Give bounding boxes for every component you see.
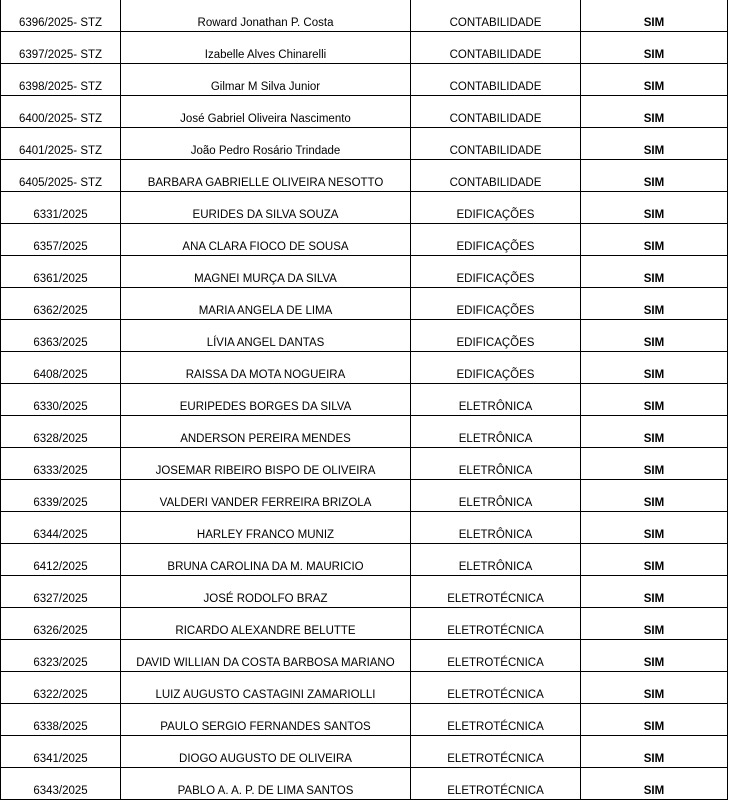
protocol-number-cell[interactable]: 6326/2025 <box>1 608 121 640</box>
status-cell[interactable]: SIM <box>581 320 728 352</box>
course-cell[interactable]: ELETROTÉCNICA <box>411 576 581 608</box>
table-row <box>1 544 728 576</box>
status-cell[interactable]: SIM <box>581 352 728 384</box>
protocol-number-cell[interactable]: 6327/2025 <box>1 576 121 608</box>
student-name-cell[interactable]: EURIDES DA SILVA SOUZA <box>121 192 411 224</box>
status-cell[interactable]: SIM <box>581 608 728 640</box>
table-row <box>1 288 728 320</box>
table-row <box>1 160 728 192</box>
protocol-number-cell[interactable]: 6408/2025 <box>1 352 121 384</box>
table-row <box>1 576 728 608</box>
status-cell[interactable]: SIM <box>581 32 728 64</box>
table-row <box>1 672 728 704</box>
student-name-cell[interactable]: HARLEY FRANCO MUNIZ <box>121 512 411 544</box>
course-cell[interactable]: ELETROTÉCNICA <box>411 640 581 672</box>
student-name-cell[interactable]: ANA CLARA FIOCO DE SOUSA <box>121 224 411 256</box>
student-name-cell[interactable]: PABLO A. A. P. DE LIMA SANTOS <box>121 768 411 800</box>
table-row <box>1 224 728 256</box>
course-cell[interactable]: EDIFICAÇÕES <box>411 288 581 320</box>
table-row <box>1 96 728 128</box>
status-cell[interactable]: SIM <box>581 448 728 480</box>
course-cell[interactable]: CONTABILIDADE <box>411 32 581 64</box>
protocol-number-cell[interactable]: 6331/2025 <box>1 192 121 224</box>
status-cell[interactable]: SIM <box>581 672 728 704</box>
status-cell[interactable]: SIM <box>581 576 728 608</box>
table-row <box>1 384 728 416</box>
course-cell[interactable]: ELETRÔNICA <box>411 448 581 480</box>
protocol-number-cell[interactable]: 6401/2025- STZ <box>1 128 121 160</box>
student-name-cell[interactable]: JOSÉ RODOLFO BRAZ <box>121 576 411 608</box>
course-cell[interactable]: CONTABILIDADE <box>411 96 581 128</box>
table-row <box>1 32 728 64</box>
student-name-cell[interactable]: José Gabriel Oliveira Nascimento <box>121 96 411 128</box>
table-row <box>1 352 728 384</box>
status-cell[interactable]: SIM <box>581 192 728 224</box>
student-name-cell[interactable]: LUIZ AUGUSTO CASTAGINI ZAMARIOLLI <box>121 672 411 704</box>
student-name-cell[interactable]: MARIA ANGELA DE LIMA <box>121 288 411 320</box>
student-name-cell[interactable]: EURIPEDES BORGES DA SILVA <box>121 384 411 416</box>
student-name-cell[interactable]: LÍVIA ANGEL DANTAS <box>121 320 411 352</box>
course-cell[interactable]: ELETROTÉCNICA <box>411 608 581 640</box>
status-cell[interactable]: SIM <box>581 640 728 672</box>
table-row <box>1 416 728 448</box>
student-name-cell[interactable]: BARBARA GABRIELLE OLIVEIRA NESOTTO <box>121 160 411 192</box>
status-cell[interactable]: SIM <box>581 224 728 256</box>
course-cell[interactable]: EDIFICAÇÕES <box>411 352 581 384</box>
student-name-cell[interactable]: DAVID WILLIAN DA COSTA BARBOSA MARIANO <box>121 640 411 672</box>
table-row <box>1 768 728 800</box>
student-name-cell[interactable]: DIOGO AUGUSTO DE OLIVEIRA <box>121 736 411 768</box>
student-name-cell[interactable]: BRUNA CAROLINA DA M. MAURICIO <box>121 544 411 576</box>
table-row <box>1 640 728 672</box>
table-row <box>1 192 728 224</box>
status-cell[interactable]: SIM <box>581 288 728 320</box>
course-cell[interactable]: ELETRÔNICA <box>411 512 581 544</box>
student-name-cell[interactable]: VALDERI VANDER FERREIRA BRIZOLA <box>121 480 411 512</box>
course-cell[interactable]: CONTABILIDADE <box>411 160 581 192</box>
protocol-number-cell[interactable]: 6330/2025 <box>1 384 121 416</box>
status-cell[interactable]: SIM <box>581 704 728 736</box>
student-name-cell[interactable]: PAULO SERGIO FERNANDES SANTOS <box>121 704 411 736</box>
table-row <box>1 64 728 96</box>
course-cell[interactable]: ELETROTÉCNICA <box>411 672 581 704</box>
status-cell[interactable]: SIM <box>581 0 728 32</box>
protocol-number-cell[interactable]: 6339/2025 <box>1 480 121 512</box>
table-row <box>1 736 728 768</box>
protocol-number-cell[interactable]: 6361/2025 <box>1 256 121 288</box>
status-cell[interactable]: SIM <box>581 128 728 160</box>
protocol-number-cell[interactable]: 6338/2025 <box>1 704 121 736</box>
course-cell[interactable]: ELETROTÉCNICA <box>411 736 581 768</box>
protocol-number-cell[interactable]: 6362/2025 <box>1 288 121 320</box>
table-row <box>1 480 728 512</box>
course-cell[interactable]: ELETROTÉCNICA <box>411 704 581 736</box>
protocol-number-cell[interactable]: 6398/2025- STZ <box>1 64 121 96</box>
table-row <box>1 512 728 544</box>
table-row <box>1 704 728 736</box>
status-cell[interactable]: SIM <box>581 512 728 544</box>
status-cell[interactable]: SIM <box>581 384 728 416</box>
student-name-cell[interactable]: Gilmar M Silva Junior <box>121 64 411 96</box>
course-cell[interactable]: CONTABILIDADE <box>411 0 581 32</box>
protocol-number-cell[interactable]: 6322/2025 <box>1 672 121 704</box>
course-cell[interactable]: CONTABILIDADE <box>411 64 581 96</box>
student-name-cell[interactable]: João Pedro Rosário Trindade <box>121 128 411 160</box>
protocol-number-cell[interactable]: 6397/2025- STZ <box>1 32 121 64</box>
protocol-number-cell[interactable]: 6400/2025- STZ <box>1 96 121 128</box>
course-cell[interactable]: ELETRÔNICA <box>411 416 581 448</box>
student-name-cell[interactable]: RICARDO ALEXANDRE BELUTTE <box>121 608 411 640</box>
protocol-number-cell[interactable]: 6396/2025- STZ <box>1 0 121 32</box>
table-row <box>1 448 728 480</box>
status-cell[interactable]: SIM <box>581 160 728 192</box>
status-cell[interactable]: SIM <box>581 736 728 768</box>
protocol-number-cell[interactable]: 6328/2025 <box>1 416 121 448</box>
student-name-cell[interactable]: Izabelle Alves Chinarelli <box>121 32 411 64</box>
student-name-cell[interactable]: RAISSA DA MOTA NOGUEIRA <box>121 352 411 384</box>
course-cell[interactable]: EDIFICAÇÕES <box>411 224 581 256</box>
table-row <box>1 128 728 160</box>
table-body <box>1 0 728 800</box>
protocol-number-cell[interactable]: 6344/2025 <box>1 512 121 544</box>
table-row <box>1 0 728 32</box>
protocol-number-cell[interactable]: 6405/2025- STZ <box>1 160 121 192</box>
protocol-number-cell[interactable]: 6363/2025 <box>1 320 121 352</box>
protocol-number-cell[interactable]: 6412/2025 <box>1 544 121 576</box>
status-cell[interactable]: SIM <box>581 64 728 96</box>
status-cell[interactable]: SIM <box>581 256 728 288</box>
status-cell[interactable]: SIM <box>581 480 728 512</box>
protocol-number-cell[interactable]: 6343/2025 <box>1 768 121 800</box>
status-cell[interactable]: SIM <box>581 768 728 800</box>
protocol-number-cell[interactable]: 6323/2025 <box>1 640 121 672</box>
course-cell[interactable]: ELETRÔNICA <box>411 384 581 416</box>
student-name-cell[interactable]: JOSEMAR RIBEIRO BISPO DE OLIVEIRA <box>121 448 411 480</box>
student-name-cell[interactable]: ANDERSON PEREIRA MENDES <box>121 416 411 448</box>
course-cell[interactable]: EDIFICAÇÕES <box>411 256 581 288</box>
protocol-number-cell[interactable]: 6333/2025 <box>1 448 121 480</box>
course-cell[interactable]: CONTABILIDADE <box>411 128 581 160</box>
student-name-cell[interactable]: MAGNEI MURÇA DA SILVA <box>121 256 411 288</box>
course-cell[interactable]: EDIFICAÇÕES <box>411 192 581 224</box>
protocol-number-cell[interactable]: 6357/2025 <box>1 224 121 256</box>
protocol-number-cell[interactable]: 6341/2025 <box>1 736 121 768</box>
course-cell[interactable]: ELETROTÉCNICA <box>411 768 581 800</box>
student-name-cell[interactable]: Roward Jonathan P. Costa <box>121 0 411 32</box>
course-cell[interactable]: ELETRÔNICA <box>411 480 581 512</box>
table-row <box>1 608 728 640</box>
status-cell[interactable]: SIM <box>581 96 728 128</box>
status-cell[interactable]: SIM <box>581 544 728 576</box>
course-cell[interactable]: ELETRÔNICA <box>411 544 581 576</box>
table-row <box>1 256 728 288</box>
table-row <box>1 320 728 352</box>
status-cell[interactable]: SIM <box>581 416 728 448</box>
course-cell[interactable]: EDIFICAÇÕES <box>411 320 581 352</box>
